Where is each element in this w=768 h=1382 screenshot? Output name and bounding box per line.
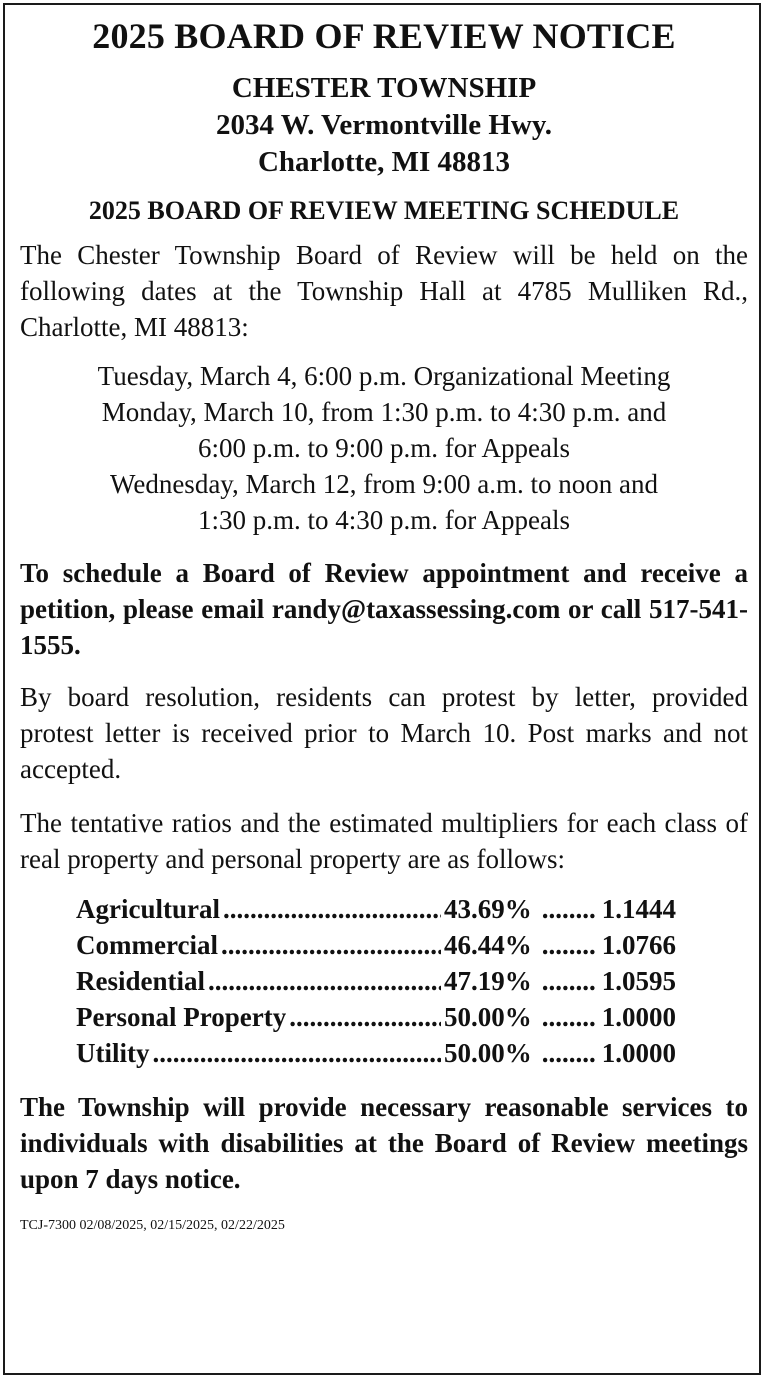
rate-ratio: 50.00% (444, 1038, 532, 1068)
rate-row (76, 999, 676, 1035)
dot-leader (221, 927, 441, 963)
notice-title: 2025 BOARD OF REVIEW NOTICE (92, 16, 676, 56)
organization-street: 2034 W. Vermontville Hwy. (216, 109, 552, 141)
rate-multiplier: 1.0000 (601, 1038, 676, 1068)
dot-leader-short: ........ (541, 894, 596, 924)
dot-leader (289, 999, 441, 1035)
ratios-intro-paragraph: The tentative ratios and the estimated multipliers for each class of real property and personal property are as follows: (20, 808, 748, 874)
rates-table (76, 891, 676, 1071)
rate-class: Commercial (76, 930, 218, 960)
dot-leader (153, 1035, 442, 1071)
rate-class: Utility (76, 1038, 150, 1068)
rate-class: Agricultural (76, 894, 220, 924)
rate-row (76, 1035, 676, 1071)
schedule-heading: 2025 BOARD OF REVIEW MEETING SCHEDULE (88, 196, 680, 225)
rate-row (76, 927, 676, 963)
rate-class: Personal Property (76, 1002, 287, 1032)
organization-city: Charlotte, MI 48813 (257, 146, 511, 178)
rate-class: Residential (76, 966, 206, 996)
schedule-line: 1:30 p.m. to 4:30 p.m. for Appeals (198, 505, 570, 535)
meeting-schedule (20, 358, 748, 538)
dot-leader-short: ........ (541, 1002, 596, 1032)
publication-footer: TCJ-7300 02/08/2025, 02/15/2025, 02/22/2025 (20, 1218, 285, 1233)
disability-paragraph: The Township will provide necessary reasonable services to individuals with disabilities at the Board of Review meetings upon 7 days notice. (20, 1092, 748, 1194)
dot-leader (223, 891, 441, 927)
organization-block (20, 70, 748, 181)
rate-ratio: 47.19% (444, 966, 532, 996)
dot-leader-short: ........ (541, 1038, 596, 1068)
schedule-line: Monday, March 10, from 1:30 p.m. to 4:30 p.m. and (101, 397, 667, 427)
intro-paragraph: The Chester Township Board of Review will be held on the following dates at the Township Hall at 4785 Mulliken Rd., Charlotte, MI 48813: (20, 240, 748, 342)
rate-multiplier: 1.0000 (601, 1002, 676, 1032)
rate-ratio: 43.69% (444, 894, 532, 924)
notice-content (20, 14, 748, 1235)
appointment-paragraph: To schedule a Board of Review appointment and receive a petition, please email randy@taxassessing.com or call 517-541-1555. (20, 558, 748, 660)
dot-leader-short: ........ (541, 930, 596, 960)
rate-ratio: 50.00% (444, 1002, 532, 1032)
dot-leader (208, 963, 441, 999)
rate-row (76, 963, 676, 999)
rate-ratio: 46.44% (444, 930, 532, 960)
rate-multiplier: 1.0766 (601, 930, 676, 960)
rate-multiplier: 1.0595 (601, 966, 676, 996)
protest-paragraph: By board resolution, residents can protest by letter, provided protest letter is received prior to March 10. Post marks and not accepted. (20, 682, 748, 784)
rate-row (76, 891, 676, 927)
schedule-line: Tuesday, March 4, 6:00 p.m. Organizational Meeting (97, 361, 671, 391)
schedule-line: 6:00 p.m. to 9:00 p.m. for Appeals (198, 433, 570, 463)
rate-multiplier: 1.1444 (601, 894, 676, 924)
schedule-line: Wednesday, March 12, from 9:00 a.m. to noon and (110, 469, 658, 499)
dot-leader-short: ........ (541, 966, 596, 996)
organization-name: CHESTER TOWNSHIP (231, 72, 537, 104)
